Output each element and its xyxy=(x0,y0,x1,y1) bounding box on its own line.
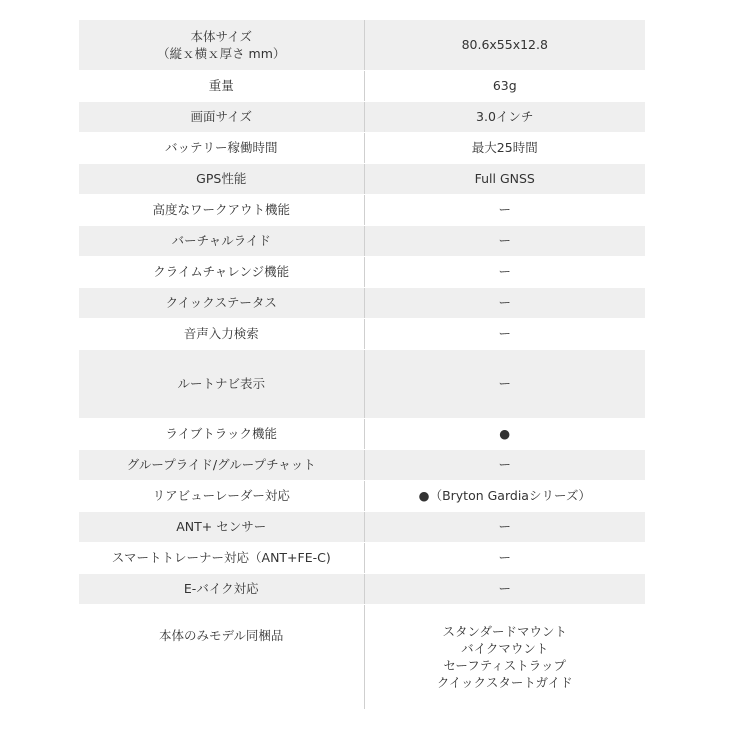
spec-label: クライムチャレンジ機能 xyxy=(153,264,290,279)
spec-value: クイックスタートガイド xyxy=(436,674,573,690)
spec-label-cell xyxy=(79,573,364,604)
spec-value-cell xyxy=(364,349,645,418)
spec-row xyxy=(79,101,645,132)
spec-row xyxy=(79,256,645,287)
spec-value: ● xyxy=(499,426,511,441)
spec-table xyxy=(79,20,645,710)
spec-value-cell xyxy=(364,70,645,101)
spec-value: バイクマウント xyxy=(461,640,549,656)
spec-label: ANT+ センサー xyxy=(176,519,267,534)
spec-label-cell xyxy=(79,70,364,101)
spec-label: グループライド/グループチャット xyxy=(126,457,316,472)
spec-label: 音声入力検索 xyxy=(183,326,259,341)
spec-value: Full GNSS xyxy=(474,171,535,186)
spec-value-cell xyxy=(364,418,645,449)
spec-label-cell xyxy=(79,225,364,256)
spec-value: ー xyxy=(498,233,511,248)
spec-label: E-バイク対応 xyxy=(183,581,259,596)
spec-value: ー xyxy=(498,295,511,310)
spec-value: ●（Bryton Gardiaシリーズ） xyxy=(418,488,591,503)
spec-label-cell xyxy=(79,287,364,318)
spec-label-cell xyxy=(79,20,364,70)
spec-label: ルートナビ表示 xyxy=(177,376,265,391)
spec-label-cell xyxy=(79,256,364,287)
spec-row xyxy=(79,542,645,573)
spec-label-cell xyxy=(79,449,364,480)
spec-row xyxy=(79,349,645,418)
spec-row xyxy=(79,194,645,225)
spec-value: ー xyxy=(498,457,511,472)
spec-row xyxy=(79,20,645,70)
spec-value-cell xyxy=(364,163,645,194)
spec-label-cell xyxy=(79,318,364,349)
spec-label: 高度なワークアウト機能 xyxy=(152,202,290,217)
spec-label-cell xyxy=(79,101,364,132)
spec-label: スマートトレーナー対応（ANT+FE-C) xyxy=(111,550,331,565)
spec-value: 最大25時間 xyxy=(471,140,538,155)
spec-value-cell xyxy=(364,604,645,709)
spec-label: クイックステータス xyxy=(165,295,277,310)
spec-label-cell xyxy=(79,349,364,418)
spec-value-cell xyxy=(364,287,645,318)
spec-label-cell xyxy=(79,480,364,511)
spec-value: 3.0インチ xyxy=(476,109,534,124)
spec-value-cell xyxy=(364,511,645,542)
spec-label-cell xyxy=(79,132,364,163)
spec-value-cell xyxy=(364,318,645,349)
spec-value: ー xyxy=(498,376,511,391)
spec-label: 画面サイズ xyxy=(190,109,252,124)
spec-row xyxy=(79,287,645,318)
spec-value-cell xyxy=(364,573,645,604)
spec-row xyxy=(79,511,645,542)
spec-row xyxy=(79,480,645,511)
spec-value-cell xyxy=(364,225,645,256)
spec-value-cell xyxy=(364,256,645,287)
spec-value-cell xyxy=(364,20,645,70)
spec-label-cell xyxy=(79,418,364,449)
spec-row xyxy=(79,449,645,480)
spec-row xyxy=(79,163,645,194)
spec-row xyxy=(79,604,645,709)
spec-label-cell xyxy=(79,604,364,709)
spec-label-cell xyxy=(79,511,364,542)
spec-value-cell xyxy=(364,480,645,511)
spec-row xyxy=(79,318,645,349)
spec-value: セーフティストラップ xyxy=(443,657,567,673)
spec-value: 63g xyxy=(492,78,517,93)
spec-value: ー xyxy=(498,519,511,534)
spec-label: 本体サイズ xyxy=(190,28,252,44)
spec-value: スタンダードマウント xyxy=(442,623,567,639)
spec-row xyxy=(79,132,645,163)
spec-label: GPS性能 xyxy=(196,171,247,186)
spec-label-cell xyxy=(79,542,364,573)
spec-label: バーチャルライド xyxy=(171,233,271,248)
spec-row xyxy=(79,225,645,256)
spec-value: 80.6x55x12.8 xyxy=(461,37,548,53)
spec-label-cell xyxy=(79,194,364,225)
spec-value: ー xyxy=(498,550,511,565)
spec-row xyxy=(79,70,645,101)
spec-label-cell xyxy=(79,163,364,194)
spec-label: 本体のみモデル同梱品 xyxy=(159,627,284,643)
spec-value-cell xyxy=(364,132,645,163)
spec-row xyxy=(79,573,645,604)
spec-label: バッテリー稼働時間 xyxy=(164,140,278,155)
spec-value: ー xyxy=(498,581,511,596)
spec-label: リアビューレーダー対応 xyxy=(152,488,290,503)
spec-value: ー xyxy=(498,202,511,217)
spec-value-cell xyxy=(364,101,645,132)
spec-value-cell xyxy=(364,194,645,225)
spec-value: ー xyxy=(498,264,511,279)
spec-label: 重量 xyxy=(208,78,234,93)
spec-value: ー xyxy=(498,326,511,341)
spec-value-cell xyxy=(364,542,645,573)
spec-label: ライブトラック機能 xyxy=(165,426,277,441)
spec-table-body xyxy=(79,20,645,709)
spec-row xyxy=(79,418,645,449)
spec-label: （縦ｘ横ｘ厚さ mm） xyxy=(157,45,286,61)
spec-value-cell xyxy=(364,449,645,480)
